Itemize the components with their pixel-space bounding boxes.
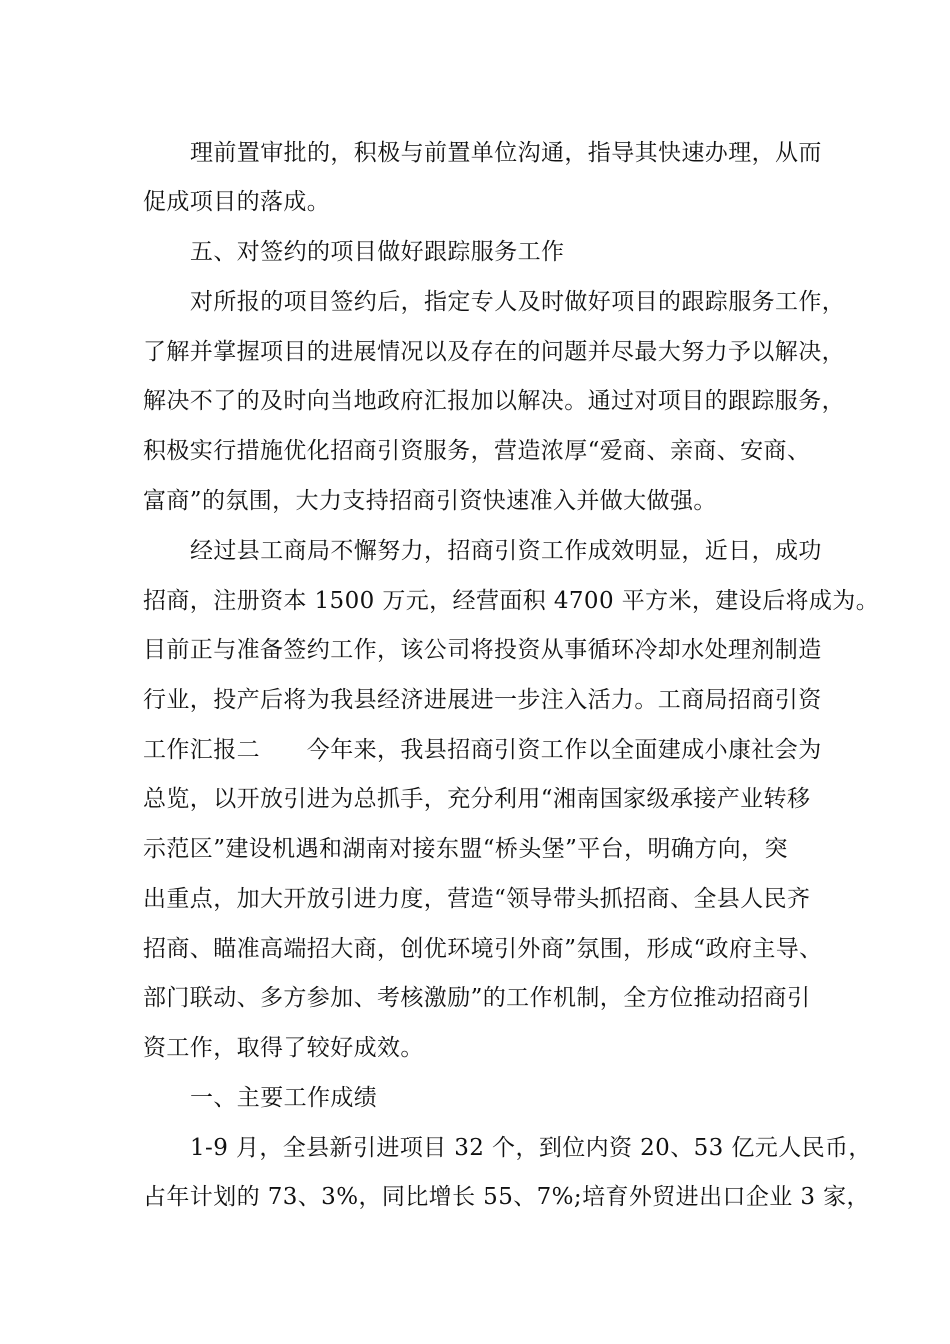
body-text-line: 总览，以开放引进为总抓手，充分利用“湘南国家级承接产业转移 [143,786,811,812]
body-text-line: 积极实行措施优化招商引资服务，营造浓厚“爱商、亲商、安商、 [143,438,811,464]
body-text-line: 招商，注册资本 1500 万元，经营面积 4700 平方米，建设后将成为。 [143,588,880,614]
body-text-line: 解决不了的及时向当地政府汇报加以解决。通过对项目的跟踪服务， [143,388,845,414]
body-text-line: 占年计划的 73、3%，同比增长 55、7%;培育外贸进出口企业 3 家， [143,1184,870,1210]
body-text-line: 了解并掌握项目的进展情况以及存在的问题并尽最大努力予以解决， [143,339,845,365]
body-text-line: 1-9 月，全县新引进项目 32 个，到位内资 20、53 亿元人民币， [190,1135,872,1161]
body-text-line: 经过县工商局不懈努力，招商引资工作成效明显，近日，成功 [190,538,822,564]
section-heading: 五、对签约的项目做好跟踪服务工作 [190,239,565,265]
section-heading: 一、主要工作成绩 [190,1085,378,1111]
body-text-line: 理前置审批的，积极与前置单位沟通，指导其快速办理，从而 [190,140,822,166]
body-text-line: 示范区”建设机遇和湖南对接东盟“桥头堡”平台，明确方向，突 [143,836,788,862]
body-text-line: 对所报的项目签约后，指定专人及时做好项目的跟踪服务工作， [190,289,846,315]
body-text-line: 富商”的氛围，大力支持招商引资快速准入并做大做强。 [143,488,717,514]
body-text-line: 出重点，加大开放引进力度，营造“领导带头抓招商、全县人民齐 [143,886,811,912]
body-text-line: 招商、瞄准高端招大商，创优环境引外商”氛围，形成“政府主导、 [143,936,823,962]
body-text-line: 目前正与准备签约工作，该公司将投资从事循环冷却水处理剂制造 [143,637,822,663]
body-text-line: 工作汇报二 今年来，我县招商引资工作以全面建成小康社会为 [143,737,822,763]
body-text-line: 资工作，取得了较好成效。 [143,1035,424,1061]
body-text-line: 部门联动、多方参加、考核激励”的工作机制，全方位推动招商引 [143,985,811,1011]
body-text-line: 促成项目的落成。 [143,189,331,215]
body-text-line: 行业，投产后将为我县经济进展进一步注入活力。工商局招商引资 [143,687,822,713]
